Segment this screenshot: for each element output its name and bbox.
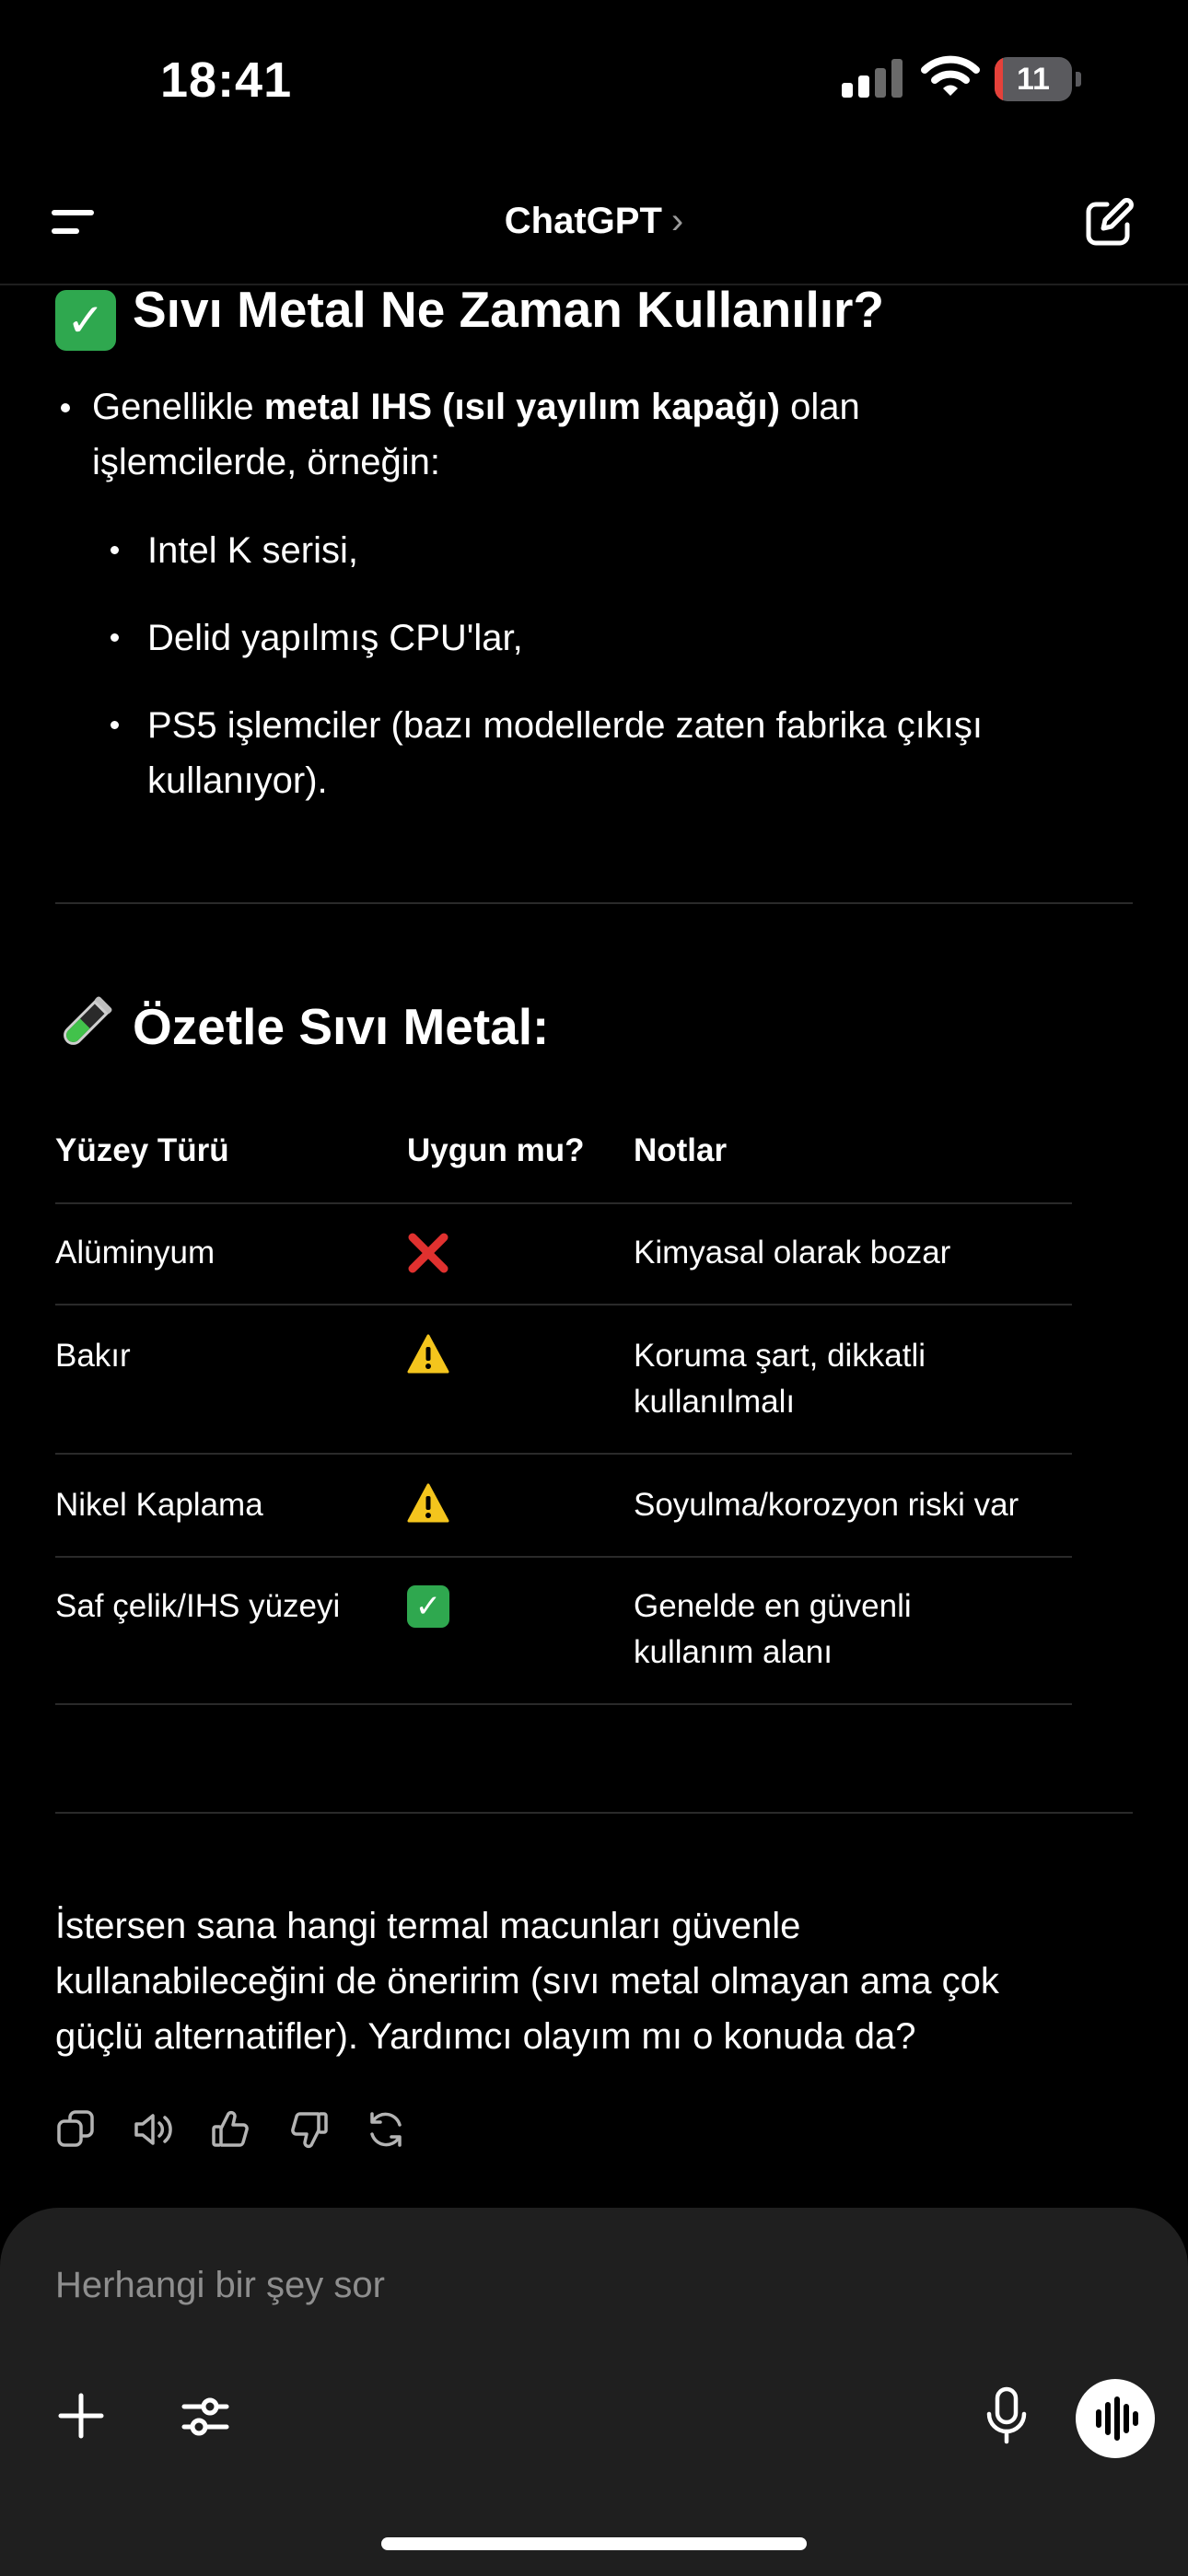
sub-bullet-dot (111, 633, 119, 642)
table-divider (55, 1304, 1072, 1305)
sub-bullet-dot (111, 546, 119, 554)
closing-line: kullanabileceğini de öneririm (sıvı metal olmayan ama çok (55, 1961, 999, 2002)
table-cell-notes: Genelde en güvenli (634, 1588, 912, 1624)
table-cell-notes: Kimyasal olarak bozar (634, 1235, 951, 1271)
table-divider (55, 1453, 1072, 1455)
section-heading-summary (55, 992, 549, 1056)
table-divider (55, 1703, 1072, 1705)
model-selector[interactable] (0, 201, 1188, 242)
read-aloud-icon[interactable] (133, 2108, 175, 2151)
microphone-icon[interactable] (984, 2386, 1030, 2445)
section-heading-when (55, 280, 884, 351)
check-mark-button-icon: ✓ (55, 290, 116, 351)
battery-indicator (995, 57, 1083, 101)
table-divider (55, 1202, 1072, 1204)
section-title: Özetle Sıvı Metal: (133, 998, 550, 1055)
table-cell-notes: Koruma şart, dikkatli (634, 1338, 926, 1374)
bullet-dot (61, 403, 70, 412)
status-time: 18:41 (160, 52, 293, 108)
bullet-prefix: Genellikle (92, 387, 264, 427)
voice-mode-icon (1076, 2379, 1155, 2458)
table-cell-surface: Bakır (55, 1338, 131, 1374)
cross-mark-icon (407, 1232, 449, 1274)
list-item: Delid yapılmış CPU'lar, (147, 618, 523, 658)
warning-icon (407, 1333, 449, 1375)
divider (55, 902, 1133, 904)
tools-sliders-icon[interactable] (181, 2392, 230, 2442)
bullet-text (92, 379, 1124, 490)
home-indicator (381, 2537, 807, 2550)
check-mark-button-icon: ✓ (407, 1585, 449, 1628)
table-cell-notes: Soyulma/korozyon riski var (634, 1487, 1019, 1523)
cellular-signal-icon (842, 59, 904, 98)
sub-bullet-dot (111, 721, 119, 729)
new-chat-icon[interactable] (1083, 197, 1135, 249)
table-divider (55, 1556, 1072, 1558)
closing-message (55, 1898, 1142, 2064)
regenerate-icon[interactable] (365, 2108, 407, 2151)
table-header-surface: Yüzey Türü (55, 1132, 229, 1168)
battery-level: 11 (1017, 62, 1050, 97)
bullet-line2: işlemcilerde, örneğin: (92, 442, 440, 482)
plus-icon[interactable] (57, 2392, 105, 2440)
closing-line: güçlü alternatifler). Yardımcı olayım mı o konuda da? (55, 2016, 916, 2057)
table-cell-notes-cont: kullanım alanı (634, 1634, 833, 1670)
table-cell-surface: Saf çelik/IHS yüzeyi (55, 1588, 341, 1624)
divider (55, 1812, 1133, 1814)
thumbs-up-icon[interactable] (210, 2108, 252, 2151)
thumbs-down-icon[interactable] (287, 2108, 330, 2151)
table-header-suitable: Uygun mu? (407, 1132, 585, 1168)
test-tube-icon (55, 992, 116, 1053)
bullet-suffix: olan (779, 387, 860, 427)
closing-line: İstersen sana hangi termal macunları güvenle (55, 1906, 801, 1946)
copy-icon[interactable] (55, 2108, 98, 2151)
wifi-icon (921, 53, 980, 99)
table-cell-surface: Nikel Kaplama (55, 1487, 263, 1523)
list-item-continuation: kullanıyor). (147, 760, 328, 801)
table-cell-surface: Alüminyum (55, 1235, 215, 1271)
chevron-right-icon: › (670, 201, 684, 241)
voice-mode-button[interactable] (1076, 2379, 1155, 2458)
page-title: ChatGPT (504, 201, 662, 241)
warning-icon (407, 1482, 449, 1525)
table-cell-notes-cont: kullanılmalı (634, 1384, 796, 1420)
table-header-notes: Notlar (634, 1132, 728, 1168)
list-item: Intel K serisi, (147, 530, 358, 571)
list-item: PS5 işlemciler (bazı modellerde zaten fabrika çıkışı (147, 705, 984, 746)
message-input[interactable]: Herhangi bir şey sor (55, 2265, 385, 2305)
bullet-bold: metal IHS (ısıl yayılım kapağı) (263, 387, 780, 427)
section-title: Sıvı Metal Ne Zaman Kullanılır? (133, 281, 885, 338)
